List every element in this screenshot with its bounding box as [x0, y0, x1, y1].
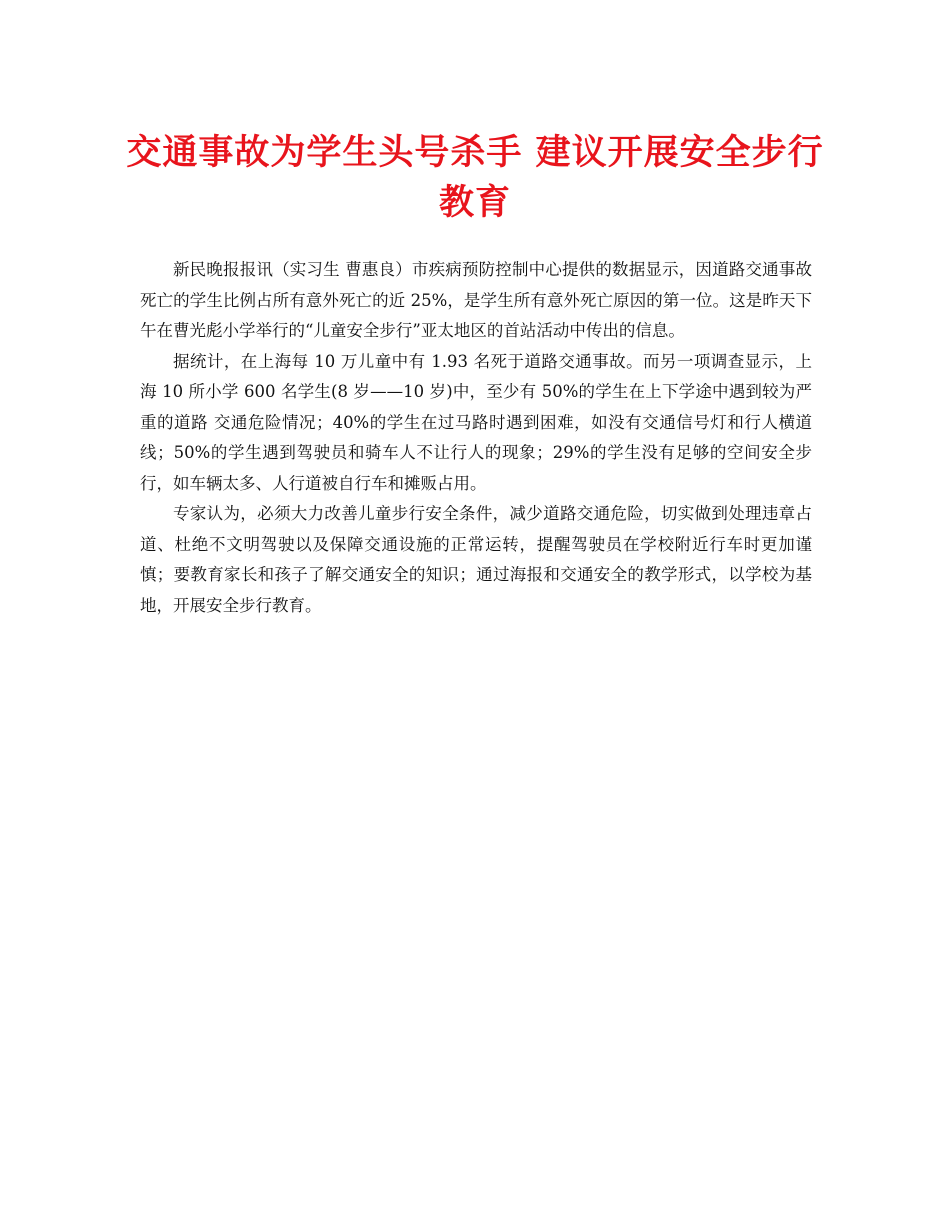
paragraph-1: 新民晚报报讯（实习生 曹惠良）市疾病预防控制中心提供的数据显示，因道路交通事故死亡的学生比例占所有意外死亡的近 25%，是学生所有意外死亡原因的第一位。这是昨天下午在曹光彪小学举行的“儿童安全步行”亚太地区的首站活动中传出的信息。 — [140, 260, 812, 340]
article-body — [140, 255, 812, 621]
article-title: 交通事故为学生头号杀手 建议开展安全步行教育 — [126, 132, 824, 223]
paragraph-3: 专家认为，必须大力改善儿童步行安全条件，减少道路交通危险，切实做到处理违章占道、杜绝不文明驾驶以及保障交通设施的正常运转，提醒驾驶员在学校附近行车时更加谨慎；要教育家长和孩子了解交通安全的知识；通过海报和交通安全的教学形式，以学校为基地，开展安全步行教育。 — [140, 504, 812, 615]
paragraph-2: 据统计，在上海每 10 万儿童中有 1.93 名死于道路交通事故。而另一项调查显示，上海 10 所小学 600 名学生(8 岁——10 岁)中，至少有 50%的学生在上下学途中遇到较为严重的道路 交通危险情况；40%的学生在过马路时遇到困难，如没有交通信号灯和行人横道线；50%的学生遇到驾驶员和骑车人不让行人的现象；29%的学生没有足够的空间安全步行，如车辆太多、人行道被自行车和摊贩占用。 — [140, 351, 812, 493]
